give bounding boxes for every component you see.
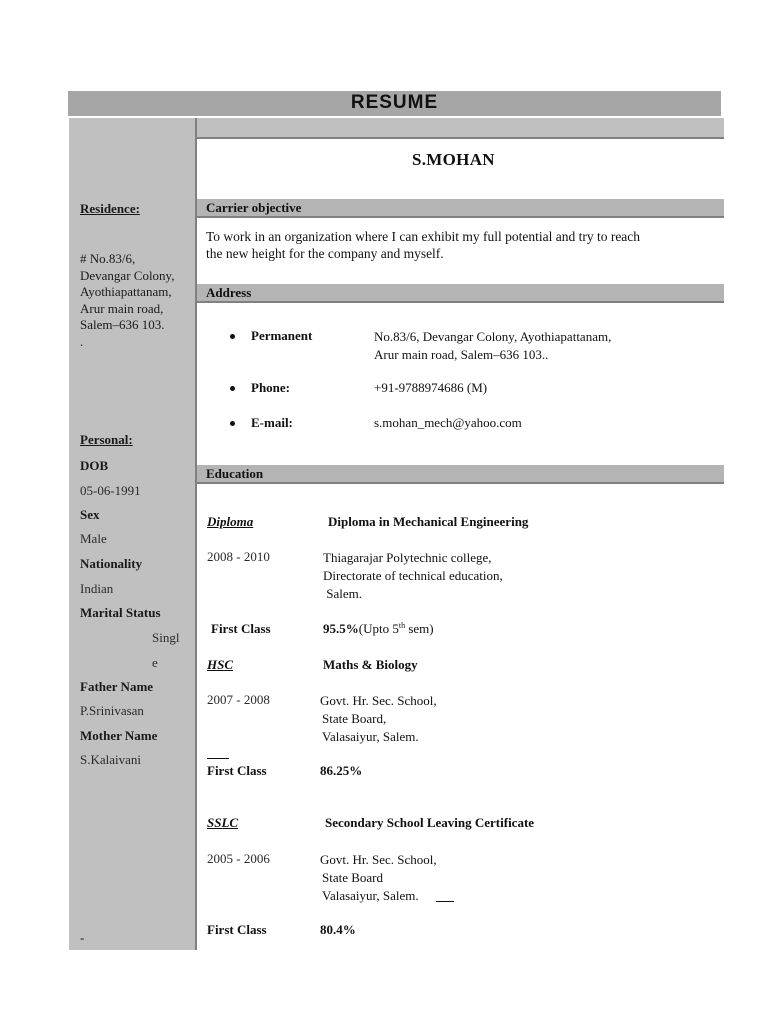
diploma-years: 2008 - 2010 — [207, 549, 270, 564]
sslc-label: SSLC — [207, 815, 239, 830]
dob-label: DOB — [80, 458, 109, 473]
hsc-title: Maths & Biology — [323, 657, 418, 672]
objective-heading-bar — [197, 199, 724, 218]
marital-label: Marital Status — [80, 605, 161, 620]
objective-text — [206, 228, 640, 262]
diploma-score-note-sup: th — [398, 621, 406, 630]
residence-address — [80, 251, 174, 350]
bullet-icon — [230, 334, 235, 339]
phone-value: +91-9788974686 (M) — [374, 380, 488, 395]
sex-value: Male — [80, 531, 107, 546]
diploma-score-note-pre: (Upto 5 — [358, 621, 399, 636]
diploma-class: First Class — [211, 621, 271, 636]
sex-label: Sex — [80, 507, 100, 522]
sidebar-divider — [195, 118, 197, 950]
permanent-address-line: No.83/6, Devangar Colony, Ayothiapattanam, — [374, 329, 612, 344]
residence-line: # No.83/6, — [80, 251, 136, 266]
hsc-institution — [320, 692, 437, 746]
dob-value: 05-06-1991 — [80, 483, 141, 498]
personal-heading: Personal: — [80, 432, 133, 447]
institution-line: Directorate of technical education, — [323, 568, 503, 583]
objective-line: To work in an organization where I can exhibit my full potential and try to reach — [206, 229, 641, 244]
permanent-address — [374, 328, 611, 364]
education-heading-bar — [197, 465, 724, 484]
education-heading: Education — [206, 466, 264, 481]
hsc-years: 2007 - 2008 — [207, 692, 270, 707]
sslc-score: 80.4% — [320, 922, 356, 937]
sidebar-bottom-mark: - — [80, 930, 85, 945]
address-heading-bar — [197, 284, 724, 303]
email-value: s.mohan_mech@yahoo.com — [374, 415, 522, 430]
institution-line: Salem. — [323, 586, 362, 601]
nationality-value: Indian — [80, 581, 114, 596]
permanent-label: Permanent — [251, 328, 313, 343]
sslc-class: First Class — [207, 922, 267, 937]
sslc-institution — [320, 851, 437, 905]
phone-label: Phone: — [251, 380, 290, 395]
underline-mark — [207, 758, 229, 759]
institution-line: Valasaiyur, Salem. — [322, 888, 419, 903]
diploma-score: 95.5% — [323, 621, 359, 636]
institution-line: State Board — [322, 870, 384, 885]
diploma-label: Diploma — [207, 514, 254, 529]
mother-label: Mother Name — [80, 728, 158, 743]
residence-line: Devangar Colony, — [80, 267, 175, 283]
address-heading: Address — [206, 285, 252, 300]
institution-line: Govt. Hr. Sec. School, — [320, 852, 437, 867]
bullet-icon — [230, 386, 235, 391]
sslc-title: Secondary School Leaving Certificate — [325, 815, 535, 830]
institution-line: Valasaiyur, Salem. — [322, 729, 419, 744]
underline-mark — [436, 901, 454, 902]
sslc-years: 2005 - 2006 — [207, 851, 270, 866]
hsc-class: First Class — [207, 763, 267, 778]
marital-value-part2: e — [152, 655, 158, 670]
institution-line: State Board, — [322, 711, 387, 726]
objective-line: the new height for the company and myself. — [206, 246, 444, 261]
father-label: Father Name — [80, 679, 154, 694]
nationality-label: Nationality — [80, 556, 143, 571]
permanent-address-line: Arur main road, Salem–636 103.. — [374, 347, 549, 362]
diploma-score-block — [323, 621, 434, 637]
residence-line: Ayothiapattanam, — [80, 284, 172, 299]
marital-value-part1: Singl — [152, 630, 180, 645]
residence-line: Salem–636 103. — [80, 317, 165, 332]
resume-title: RESUME — [68, 91, 721, 116]
mother-value: S.Kalaivani — [80, 752, 142, 767]
hsc-score: 86.25% — [320, 763, 363, 778]
father-value: P.Srinivasan — [80, 703, 144, 718]
residence-line: Arur main road, — [80, 300, 164, 316]
candidate-name: S.MOHAN — [412, 150, 495, 169]
residence-heading: Residence: — [80, 201, 140, 216]
objective-heading: Carrier objective — [206, 200, 302, 215]
diploma-title: Diploma in Mechanical Engineering — [328, 514, 529, 529]
hsc-label: HSC — [207, 657, 234, 672]
diploma-institution — [323, 549, 503, 603]
institution-line: Thiagarajar Polytechnic college, — [323, 550, 492, 565]
email-label: E-mail: — [251, 415, 293, 430]
institution-line: Govt. Hr. Sec. School, — [320, 693, 437, 708]
diploma-score-note-post: sem) — [405, 621, 434, 636]
bullet-icon — [230, 421, 235, 426]
header-strip — [197, 118, 724, 139]
residence-dot: . — [80, 333, 84, 349]
